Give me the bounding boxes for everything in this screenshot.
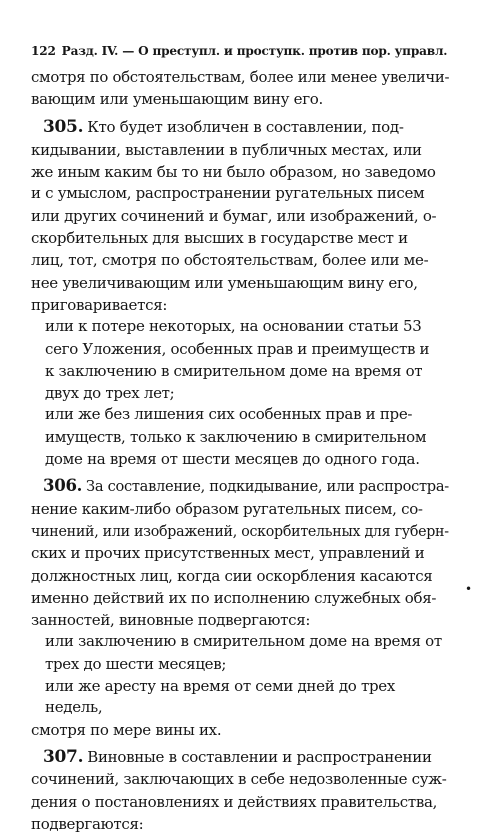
article-305-first-line: 305. Кто будет изобличен в составлении, под- [43,117,404,138]
text-line: нее увеличивающим или уменьшающим вину его, [31,273,418,292]
text-line: смотря по мере вины их. [31,720,222,739]
text-line: чинений, или изображений, оскорбительных для губерн- [31,521,449,540]
text-line: приговаривается: [31,295,168,314]
text-line: сего Уложения, особенных прав и преимуществ и [45,339,430,358]
text-line: или заключению в смирительном доме на время от [45,632,442,651]
text-line: или к потере некоторых, на основании статьи 53 [45,317,422,336]
text-line: же иным каким бы то ни было образом, но заведомо [31,162,436,181]
article-307-first-line: 307. Виновные в составлении и распространении [43,746,432,767]
text-line: двух до трех лет; [45,384,175,403]
text-line: именно действий их по исполнению служебных обя- [31,588,437,607]
text-line: кидывании, выставлении в публичных местах, или [31,140,422,159]
page-number: 122 [31,44,56,58]
running-title: Разд. IV. — О преступл. и проступк. против пор. управл. [61,44,448,58]
text-line: лиц, тот, смотря по обстоятельствам, более или ме- [31,251,429,270]
article-number: 305. [43,117,84,138]
article-306-first-line: 306. За составление, подкидывание, или распростра- [43,476,449,497]
article-number: 307. [43,746,84,767]
text-line: нение каким-либо образом ругательных писем, со- [31,499,423,518]
text-line: ских и прочих присутственных мест, управлений и [31,544,425,563]
text-line: недель, [45,698,103,717]
text-line: должностных лиц, когда сии оскорбления касаются [31,566,433,585]
text-line: сочинений, заключающих в себе недозволенные суж- [31,770,447,789]
running-header [31,44,448,58]
text-line: подвергаются: [31,814,144,833]
text-line: имуществ, только к заключению в смирительном [45,427,427,446]
text-line: или других сочинений и бумаг, или изображений, о- [31,206,437,225]
text-line: к заключению в смирительном доме на время от [45,361,423,380]
stray-mark: • [465,582,473,596]
text-line: занностей, виновные подвергаются: [31,611,311,630]
text-line: смотря по обстоятельствам, более или менее увеличи- [31,67,450,86]
text-line: доме на время от шести месяцев до одного года. [45,450,420,469]
text-line: трех до шести месяцев; [45,654,227,673]
text-line: или же без лишения сих особенных прав и пре- [45,405,413,424]
text-line: и с умыслом, распространении ругательных писем [31,184,425,203]
text-line: дения о постановлениях и действиях правительства, [31,792,438,811]
text-line: вающим или уменьшающим вину его. [31,90,323,109]
text-line: скорбительных для высших в государстве мест и [31,228,408,247]
text-line: или же аресту на время от семи дней до трех [45,677,396,696]
article-number: 306. [43,476,83,497]
